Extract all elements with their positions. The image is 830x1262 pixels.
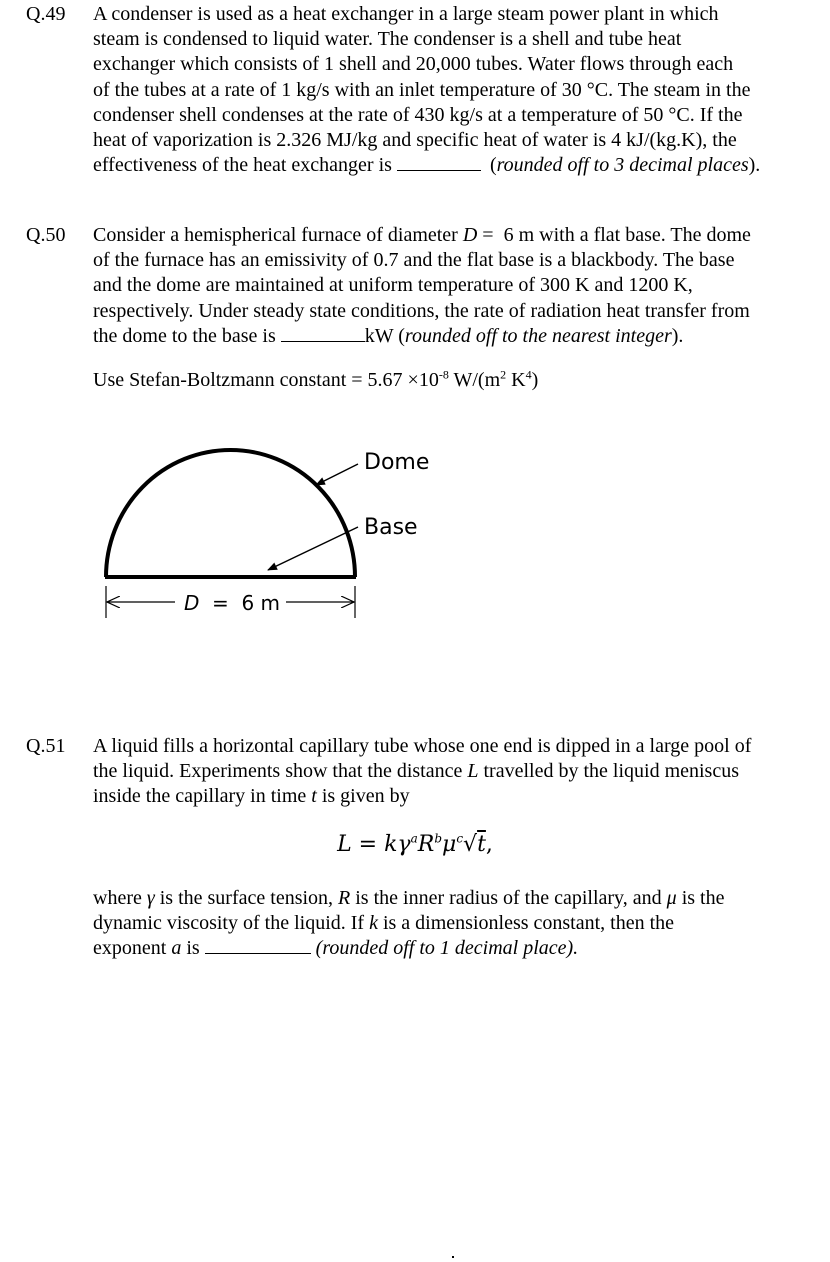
question-text bbox=[93, 886, 810, 962]
text-line: respectively. Under steady state conditions, the rate of radiation heat transfer from bbox=[93, 299, 750, 322]
text-line: exchanger which consists of 1 shell and 20,000 tubes. Water flows through each bbox=[93, 53, 734, 76]
eq-exp-c: c bbox=[456, 831, 464, 846]
answer-blank[interactable] bbox=[205, 937, 311, 954]
text-fragment: effectiveness of the heat exchanger is bbox=[93, 154, 392, 177]
exponent: 2 bbox=[500, 367, 507, 382]
text-line bbox=[93, 936, 810, 961]
text-line: A liquid fills a horizontal capillary tube whose one end is dipped in a large pool of bbox=[93, 735, 752, 757]
dimension-variable: D bbox=[184, 591, 200, 615]
text-line bbox=[93, 153, 810, 178]
text-fragment: W/(m bbox=[448, 369, 501, 392]
text-fragment: Use Stefan-Boltzmann constant = 5.67 ×10 bbox=[93, 369, 439, 392]
variable-gamma: γ bbox=[146, 887, 155, 909]
text-line: and the dome are maintained at uniform temperature of 300 K and 1200 K, bbox=[93, 274, 693, 297]
text-fragment: is the inner radius of the capillary, and bbox=[355, 887, 662, 909]
exponent: 4 bbox=[525, 367, 532, 382]
rounding-note: rounded off to the nearest integer bbox=[404, 324, 672, 347]
page-footer-mark bbox=[452, 1256, 454, 1258]
variable-mu: μ bbox=[666, 887, 677, 909]
variable-D: D bbox=[462, 224, 478, 246]
eq-t: t bbox=[477, 832, 486, 857]
text-fragment: K bbox=[506, 369, 526, 392]
text-line: of the tubes at a rate of 1 kg/s with an inlet temperature of 30 °C. The steam in the bbox=[93, 78, 751, 101]
eq-exp-b: b bbox=[434, 831, 442, 846]
text-fragment: where bbox=[93, 887, 142, 909]
eq-mu: μ bbox=[442, 832, 457, 857]
text-fragment: ). bbox=[748, 154, 761, 177]
eq-L: L bbox=[337, 832, 352, 857]
text-line bbox=[93, 324, 810, 349]
text-fragment: the liquid. Experiments show that the distance bbox=[93, 760, 463, 783]
text-fragment: ). bbox=[671, 324, 684, 347]
text-fragment: ( bbox=[489, 154, 497, 177]
text-fragment: = 6 m with a flat base. The dome bbox=[482, 224, 751, 246]
text-line: steam is condensed to liquid water. The condenser is a shell and tube heat bbox=[93, 28, 682, 51]
capillary-equation bbox=[0, 832, 830, 857]
text-fragment: travelled by the liquid meniscus bbox=[483, 760, 739, 783]
text-fragment: exponent bbox=[93, 937, 167, 960]
eq-R: R bbox=[417, 832, 435, 857]
eq-sqrt: √ bbox=[463, 832, 478, 857]
text-line bbox=[93, 886, 810, 911]
exponent: -8 bbox=[438, 367, 449, 382]
rounding-note: rounded off to 3 decimal places bbox=[496, 154, 749, 177]
text-fragment: the dome to the base is bbox=[93, 324, 276, 347]
text-fragment: Consider a hemispherical furnace of diameter bbox=[93, 224, 458, 246]
text-line bbox=[93, 223, 810, 248]
question-number: Q.49 bbox=[26, 3, 66, 25]
variable-L: L bbox=[467, 760, 479, 783]
eq-k-gamma: kγ bbox=[384, 832, 411, 857]
text-fragment: is the bbox=[681, 887, 725, 909]
text-line: heat of vaporization is 2.326 MJ/kg and specific heat of water is 4 kJ/(kg.K), the bbox=[93, 129, 737, 152]
text-fragment: kW ( bbox=[364, 324, 405, 347]
question-number: Q.50 bbox=[26, 224, 66, 246]
question-text bbox=[93, 734, 810, 810]
text-line bbox=[93, 911, 810, 936]
text-line bbox=[93, 784, 810, 809]
dome-label: Dome bbox=[364, 450, 430, 475]
text-fragment: dynamic viscosity of the liquid. If bbox=[93, 912, 365, 935]
text-line bbox=[93, 759, 810, 784]
dome-outline bbox=[106, 450, 355, 577]
eq-exp-a: a bbox=[410, 831, 418, 846]
base-pointer-arrow bbox=[268, 527, 358, 570]
constant-note bbox=[93, 368, 810, 393]
text-fragment: is a dimensionless constant, then the bbox=[382, 912, 675, 935]
eq-comma: , bbox=[485, 832, 493, 857]
variable-R: R bbox=[338, 887, 351, 909]
variable-k: k bbox=[369, 912, 378, 935]
answer-blank[interactable] bbox=[281, 325, 365, 342]
text-fragment: inside the capillary in time bbox=[93, 785, 307, 808]
text-line: of the furnace has an emissivity of 0.7 and the flat base is a blackbody. The base bbox=[93, 249, 735, 272]
text-line: condenser shell condenses at the rate of 430 kg/s at a temperature of 50 °C. If the bbox=[93, 103, 743, 126]
question-text bbox=[93, 2, 810, 178]
text-fragment: ) bbox=[531, 369, 539, 392]
answer-blank[interactable] bbox=[397, 154, 481, 171]
text-line: A condenser is used as a heat exchanger in a large steam power plant in which bbox=[93, 3, 719, 25]
rounding-note: (rounded off to 1 decimal place). bbox=[315, 937, 579, 960]
variable-a: a bbox=[171, 937, 182, 960]
dome-pointer-arrow bbox=[316, 464, 358, 485]
eq-equals: = bbox=[351, 832, 385, 857]
furnace-diagram bbox=[0, 430, 500, 630]
dimension-value: = 6 m bbox=[212, 591, 281, 615]
text-fragment: is given by bbox=[321, 785, 410, 808]
text-fragment: is the surface tension, bbox=[159, 887, 334, 909]
question-number: Q.51 bbox=[26, 735, 66, 757]
variable-t: t bbox=[311, 785, 317, 808]
base-label: Base bbox=[364, 515, 418, 540]
question-text bbox=[93, 223, 810, 393]
text-fragment: is bbox=[186, 937, 200, 960]
